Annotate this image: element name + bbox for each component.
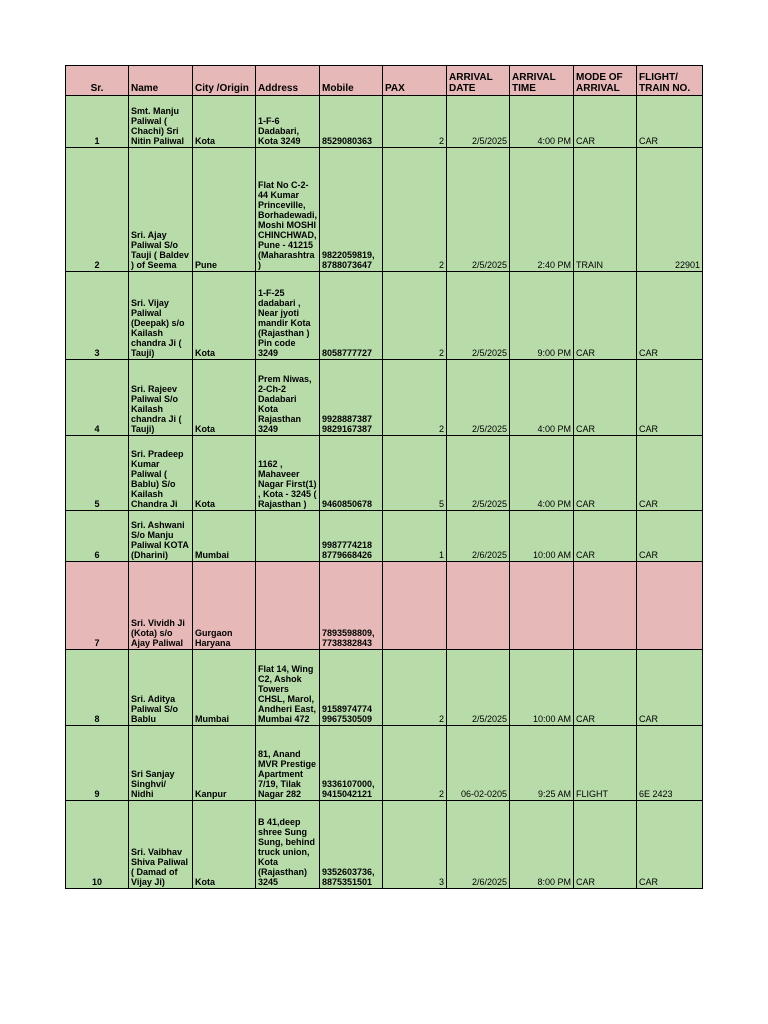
cell-name: Sri. Rajeev Paliwal S/o Kailash chandra Ji ( Tauji) bbox=[129, 360, 193, 436]
table-row bbox=[66, 272, 703, 360]
cell-arrival-date: 2/6/2025 bbox=[447, 801, 510, 889]
cell-sr: 4 bbox=[66, 360, 129, 436]
cell-arrival-time: 4:00 PM bbox=[510, 96, 574, 148]
cell-address: Flat No C-2-44 Kumar Princeville, Borhadewadi, Moshi MOSHI CHINCHWAD, Pune - 41215 (Maharashtra ) bbox=[256, 148, 320, 272]
cell-arrival-time: 10:00 AM bbox=[510, 511, 574, 562]
cell-mode: CAR bbox=[574, 272, 637, 360]
cell-flight: CAR bbox=[637, 436, 703, 511]
cell-name: Sri. Vividh Ji (Kota) s/o Ajay Paliwal bbox=[129, 562, 193, 650]
header-mobile: Mobile bbox=[320, 66, 383, 96]
cell-pax: 2 bbox=[383, 148, 447, 272]
header-pax: PAX bbox=[383, 66, 447, 96]
cell-arrival-time: 9:00 PM bbox=[510, 272, 574, 360]
cell-sr: 6 bbox=[66, 511, 129, 562]
table-row bbox=[66, 96, 703, 148]
cell-flight: CAR bbox=[637, 272, 703, 360]
cell-flight: CAR bbox=[637, 801, 703, 889]
cell-city: Kanpur bbox=[193, 726, 256, 801]
cell-mobile: 9336107000, 9415042121 bbox=[320, 726, 383, 801]
cell-arrival-time: 4:00 PM bbox=[510, 360, 574, 436]
header-city: City /Origin bbox=[193, 66, 256, 96]
cell-name: Sri. Ajay Paliwal S/o Tauji ( Baldev ) of Seema bbox=[129, 148, 193, 272]
cell-mobile: 9822059819, 8788073647 bbox=[320, 148, 383, 272]
guest-arrival-table bbox=[65, 65, 703, 889]
cell-sr: 1 bbox=[66, 96, 129, 148]
cell-mobile: 9158974774 9967530509 bbox=[320, 650, 383, 726]
cell-arrival-date bbox=[447, 562, 510, 650]
header-flight: FLIGHT/ TRAIN NO. bbox=[637, 66, 703, 96]
cell-arrival-date: 2/5/2025 bbox=[447, 650, 510, 726]
table-row bbox=[66, 360, 703, 436]
cell-pax: 2 bbox=[383, 272, 447, 360]
cell-city: Gurgaon Haryana bbox=[193, 562, 256, 650]
cell-city: Kota bbox=[193, 272, 256, 360]
cell-address: Flat 14, Wing C2, Ashok Towers CHSL, Marol, Andheri East, Mumbai 472 bbox=[256, 650, 320, 726]
cell-address: 1-F-6 Dadabari, Kota 3249 bbox=[256, 96, 320, 148]
cell-mode: CAR bbox=[574, 801, 637, 889]
cell-address: Prem Niwas, 2-Ch-2 Dadabari Kota Rajasthan 3249 bbox=[256, 360, 320, 436]
cell-mode: TRAIN bbox=[574, 148, 637, 272]
cell-name: Sri. Aditya Paliwal S/o Bablu bbox=[129, 650, 193, 726]
cell-city: Mumbai bbox=[193, 511, 256, 562]
header-arrival-date: ARRIVAL DATE bbox=[447, 66, 510, 96]
cell-city: Kota bbox=[193, 801, 256, 889]
cell-name: Sri. Ashwani S/o Manju Paliwal KOTA (Dharini) bbox=[129, 511, 193, 562]
cell-pax: 2 bbox=[383, 650, 447, 726]
cell-mobile: 8058777727 bbox=[320, 272, 383, 360]
cell-arrival-date: 2/5/2025 bbox=[447, 436, 510, 511]
header-arrival-time: ARRIVAL TIME bbox=[510, 66, 574, 96]
cell-city: Kota bbox=[193, 360, 256, 436]
cell-arrival-time: 8:00 PM bbox=[510, 801, 574, 889]
cell-arrival-date: 2/5/2025 bbox=[447, 148, 510, 272]
cell-pax: 2 bbox=[383, 96, 447, 148]
cell-mode: CAR bbox=[574, 436, 637, 511]
table-row bbox=[66, 801, 703, 889]
cell-address: 81, Anand MVR Prestige Apartment 7/19, Tilak Nagar 282 bbox=[256, 726, 320, 801]
cell-sr: 3 bbox=[66, 272, 129, 360]
cell-mobile: 9928887387 9829167387 bbox=[320, 360, 383, 436]
cell-flight: 6E 2423 bbox=[637, 726, 703, 801]
cell-flight: 22901 bbox=[637, 148, 703, 272]
cell-address: B 41,deep shree Sung Sung, behind truck union, Kota (Rajasthan) 3245 bbox=[256, 801, 320, 889]
cell-mode: CAR bbox=[574, 360, 637, 436]
table-row bbox=[66, 436, 703, 511]
cell-arrival-time: 2:40 PM bbox=[510, 148, 574, 272]
cell-mobile: 9352603736, 8875351501 bbox=[320, 801, 383, 889]
cell-arrival-time: 10:00 AM bbox=[510, 650, 574, 726]
cell-pax: 5 bbox=[383, 436, 447, 511]
cell-address: 1-F-25 dadabari , Near jyoti mandir Kota (Rajasthan ) Pin code 3249 bbox=[256, 272, 320, 360]
cell-flight bbox=[637, 562, 703, 650]
cell-flight: CAR bbox=[637, 360, 703, 436]
cell-arrival-time: 4:00 PM bbox=[510, 436, 574, 511]
cell-mode: CAR bbox=[574, 96, 637, 148]
cell-sr: 9 bbox=[66, 726, 129, 801]
table-row bbox=[66, 726, 703, 801]
cell-arrival-date: 2/5/2025 bbox=[447, 272, 510, 360]
cell-name: Smt. Manju Paliwal ( Chachi) Sri Nitin Paliwal bbox=[129, 96, 193, 148]
cell-sr: 10 bbox=[66, 801, 129, 889]
cell-sr: 7 bbox=[66, 562, 129, 650]
cell-address bbox=[256, 562, 320, 650]
cell-mode bbox=[574, 562, 637, 650]
cell-name: Sri. Pradeep Kumar Paliwal ( Bablu) S/o Kailash Chandra Ji bbox=[129, 436, 193, 511]
cell-pax: 2 bbox=[383, 726, 447, 801]
cell-arrival-time: 9:25 AM bbox=[510, 726, 574, 801]
cell-address: 1162 , Mahaveer Nagar First(1) , Kota - 3245 ( Rajasthan ) bbox=[256, 436, 320, 511]
table-row bbox=[66, 562, 703, 650]
cell-mobile: 8529080363 bbox=[320, 96, 383, 148]
table-row bbox=[66, 148, 703, 272]
cell-arrival-date: 2/6/2025 bbox=[447, 511, 510, 562]
cell-pax: 3 bbox=[383, 801, 447, 889]
cell-address bbox=[256, 511, 320, 562]
cell-flight: CAR bbox=[637, 650, 703, 726]
cell-mobile: 9987774218 8779668426 bbox=[320, 511, 383, 562]
cell-sr: 8 bbox=[66, 650, 129, 726]
header-row bbox=[66, 66, 703, 96]
cell-arrival-date: 2/5/2025 bbox=[447, 96, 510, 148]
cell-pax: 2 bbox=[383, 360, 447, 436]
header-name: Name bbox=[129, 66, 193, 96]
cell-flight: CAR bbox=[637, 96, 703, 148]
cell-arrival-date: 06-02-0205 bbox=[447, 726, 510, 801]
cell-name: Sri. Vijay Paliwal (Deepak) s/o Kailash chandra Ji ( Tauji) bbox=[129, 272, 193, 360]
cell-mobile: 9460850678 bbox=[320, 436, 383, 511]
cell-mode: FLIGHT bbox=[574, 726, 637, 801]
cell-city: Kota bbox=[193, 96, 256, 148]
table-row bbox=[66, 650, 703, 726]
header-mode: MODE OF ARRIVAL bbox=[574, 66, 637, 96]
table-row bbox=[66, 511, 703, 562]
cell-city: Pune bbox=[193, 148, 256, 272]
cell-name: Sri Sanjay Singhvi/ Nidhi bbox=[129, 726, 193, 801]
cell-name: Sri. Vaibhav Shiva Paliwal ( Damad of Vijay Ji) bbox=[129, 801, 193, 889]
cell-mode: CAR bbox=[574, 511, 637, 562]
cell-city: Kota bbox=[193, 436, 256, 511]
cell-city: Mumbai bbox=[193, 650, 256, 726]
cell-flight: CAR bbox=[637, 511, 703, 562]
cell-pax bbox=[383, 562, 447, 650]
cell-arrival-time bbox=[510, 562, 574, 650]
cell-sr: 5 bbox=[66, 436, 129, 511]
cell-mode: CAR bbox=[574, 650, 637, 726]
cell-arrival-date: 2/5/2025 bbox=[447, 360, 510, 436]
header-sr: Sr. bbox=[66, 66, 129, 96]
header-address: Address bbox=[256, 66, 320, 96]
cell-mobile: 7893598809, 7738382843 bbox=[320, 562, 383, 650]
cell-pax: 1 bbox=[383, 511, 447, 562]
cell-sr: 2 bbox=[66, 148, 129, 272]
